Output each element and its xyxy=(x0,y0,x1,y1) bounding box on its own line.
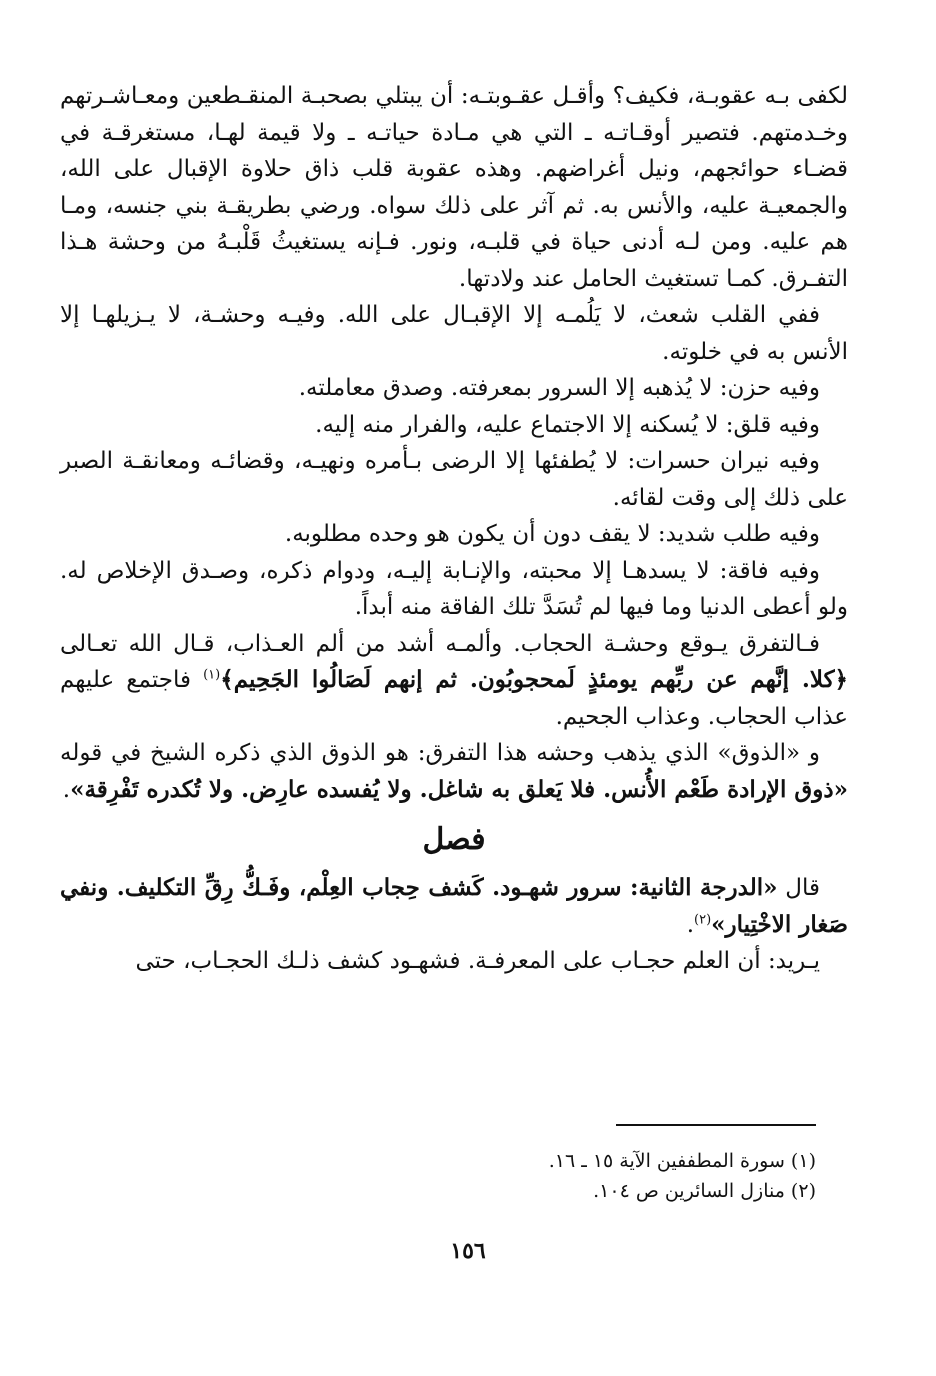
paragraph-5: وفيه نيران حسرات: لا يُطفئها إلا الرضى بـأمره ونهيـه، وقضائـه ومعانقـة الصبر على ذلك إلى وقت لقائه. xyxy=(60,448,848,511)
second-degree-quote: «الدرجة الثانية: سرور شهـود. كَشف حِجاب العِلْم، وفَـكُّ رِقِّ التكليف. ونفي صَغار الاخْتِيار» xyxy=(60,874,848,938)
section-heading: فصل xyxy=(422,822,486,857)
paragraph-8-text: فـالتفرق يـوقع وحشـة الحجاب. وألمـه أشد من ألم العـذاب، قـال الله تعـالى xyxy=(60,630,820,657)
paragraph-10-end: . xyxy=(686,911,695,938)
paragraph-8 xyxy=(60,626,848,736)
paragraph-10 xyxy=(60,870,848,943)
paragraph-7: وفيه فاقة: لا يسدهـا إلا محبته، والإنـابة إليـه، ودوام ذكره، وصـدق الإخلاص له. ولو أعطى الدنيا وما فيها لم تُسَدَّ تلك الفاقة منه أبداً. xyxy=(60,557,848,620)
paragraph-3: وفيه حزن: لا يُذهبه إلا السرور بمعرفته. وصدق معاملته. xyxy=(298,375,820,401)
footnote-divider xyxy=(616,1124,816,1126)
footnotes xyxy=(116,1146,816,1206)
paragraph-9 xyxy=(60,735,848,808)
footnote-mark-2: (٢) xyxy=(694,911,712,927)
paragraph-11: يـريد: أن العلم حجـاب على المعرفـة. فشهـود كشف ذلـك الحجـاب، حتى xyxy=(135,948,820,974)
paragraph-9-text: و «الذوق» الذي يذهب وحشه هذا التفرق: هو الذوق الذي ذكره الشيخ في قوله xyxy=(60,740,820,766)
paragraph-9-end: . xyxy=(62,776,71,803)
footnote-1: (١) سورة المطففين الآية ١٥ ـ ١٦. xyxy=(548,1150,816,1172)
page-number: ١٥٦ xyxy=(450,1238,486,1264)
paragraph-2: ففي القلب شعث، لا يَلُمـه إلا الإقبـال على الله. وفيـه وحشـة، لا يـزيلهـا إلا الأنس به في خلوته. xyxy=(60,302,848,365)
paragraph-1: لكفى بـه عقوبـة، فكيف؟ وأقـل عقـوبتـه: أن يبتلي بصحبـة المنقـطعين ومعـاشـرتهم وخـدمتهم. فتصير أوقـاتـه ـ التي هي مـادة حياتـه ـ ولا قيمة لهـا، مستغرقـة في قضـاء حوائجهم، ونيل أغراضهم. وهذه عقوبة قلب ذاق حلاوة الإقبال على الله، والجمعيـة عليه، والأنس به. ثم آثر على ذلك سواه. ورضي بطريقـة بني جنسه، ومـا هم عليه. ومن لـه أدنى حياة في قلبـه، ونور. فـإنه يستغيثُ قَلْبـهُ من وحشة هـذا التفـرق. كمـا تستغيث الحامل عند ولادتها. xyxy=(60,83,848,292)
paragraph-10-text: قال xyxy=(785,875,821,901)
body-text xyxy=(60,78,848,980)
paragraph-4: وفيه قلق: لا يُسكنه إلا الاجتماع عليه، والفرار منه إليه. xyxy=(315,411,820,438)
footnote-mark-1: (١) xyxy=(203,667,221,683)
author-quote: «ذوق الإرادة طَعْم الأُنس. فلا يَعلق به شاغل. ولا يُفسده عارِض. ولا تُكدره تَفْرِقة» xyxy=(70,775,848,803)
paragraph-6: وفيه طلب شديد: لا يقف دون أن يكون هو وحده مطلوبه. xyxy=(284,521,820,547)
paragraph-8-text-end: فاجتمع عليهم عذاب الحجاب. وعذاب الجحيم. xyxy=(60,667,848,730)
footnote-2: (٢) منازل السائرين ص ١٠٤. xyxy=(593,1180,816,1202)
quran-quote: ﴿كلا. إنَّهم عن ربِّهم يومئذٍ لَمحجوبُون. ثم إنهم لَصَالُوا الجَحِيم﴾ xyxy=(220,666,849,693)
